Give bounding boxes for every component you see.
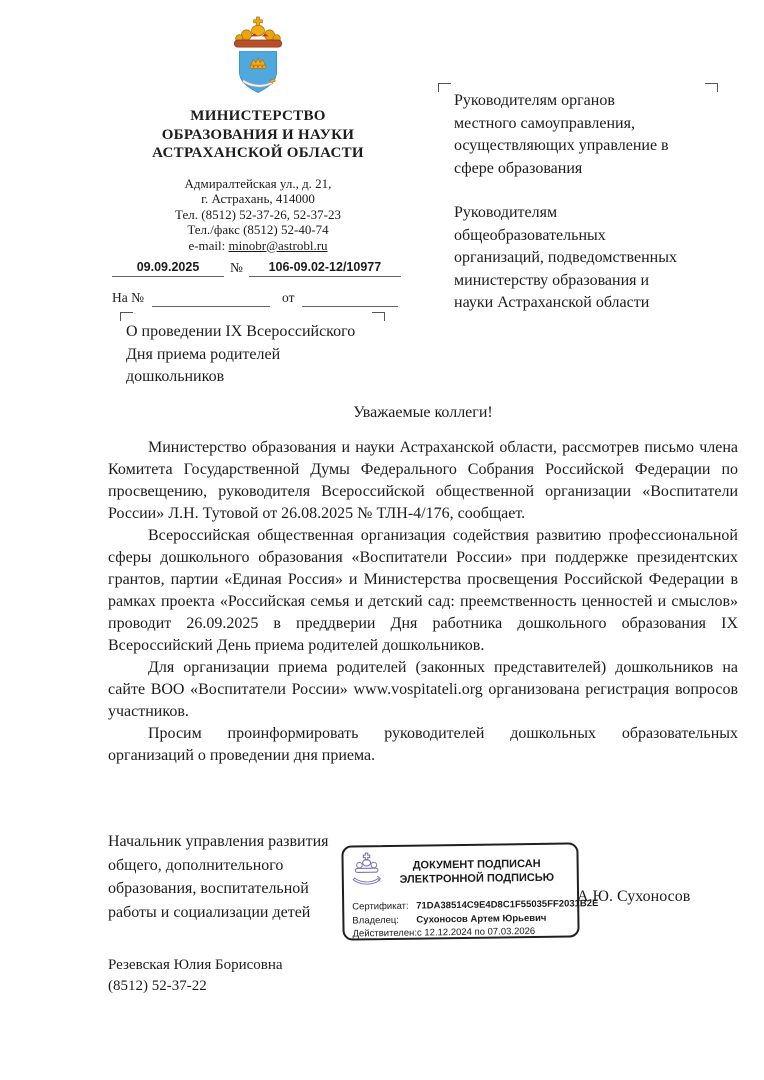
stamp-validity-value: с 12.12.2024 по 07.03.2026 (416, 925, 536, 939)
subject-block (126, 321, 394, 389)
letter-body (108, 402, 738, 767)
body-paragraph: Просим проинформировать руководителей дошкольных образовательных организаций о проведении дня приема. (108, 725, 738, 764)
address-line: Тел. (8512) 52-37-26, 52-37-23 (175, 206, 341, 222)
recipient-line: организаций, подведомственных (454, 249, 677, 266)
recipient-corner-mark-left (438, 83, 451, 92)
signer-position-line: Начальник управления развития (108, 833, 329, 850)
stamp-fields (344, 894, 599, 941)
digital-signature-stamp (341, 842, 599, 940)
email-link[interactable]: minobr@astrobl.ru (228, 237, 328, 253)
reference-number-row (112, 290, 404, 307)
executor-phone: (8512) 52-37-22 (108, 978, 207, 994)
subject-line: О проведении IX Всероссийского (126, 323, 356, 340)
stamp-certificate-value: 71DA38514C9E4D8C1F55035FF2031B2E (416, 898, 599, 912)
body-paragraph: Министерство образования и науки Астраханской области, рассмотрев письмо члена Комитета Государственной Думы Федерального Собрания Российской Федерации по просвещению, руководителя Всероссийской общественной организации «Воспитатели России» Л.Н. Тутовой от 26.08.2025 № ТЛН-4/176, сообщает. (108, 439, 738, 522)
stamp-title-line: ДОКУМЕНТ ПОДПИСАН (412, 857, 541, 872)
stamp-coat-of-arms-icon (350, 852, 385, 897)
subject-corner-mark-left (120, 312, 133, 321)
recipient-block (454, 90, 726, 315)
astrakhan-coat-of-arms-icon (222, 16, 294, 105)
ministry-name-line: ОБРАЗОВАНИЯ И НАУКИ (161, 126, 355, 143)
ref-number-blank-field (152, 290, 270, 307)
body-paragraph: Всероссийская общественная организация содействия развитию профессиональной сферы дошкольного образования «Воспитатели России» при поддержке президентских грантов, партии «Единая Россия» и Министерства просвещения Российской Федерации в рамках проекта «Российская семья и детский сад: преемственность ценностей и смыслов» проводит 26.09.2025 в преддверии Дня работника дошкольного образования IX Всероссийский День приема родителей дошкольников. (108, 527, 738, 654)
stamp-owner-label: Владелец: (352, 914, 400, 927)
numero-sign: № (230, 260, 243, 275)
signer-position-line: образования, воспитательной (108, 880, 309, 897)
subject-line: дошкольников (126, 368, 225, 385)
stamp-certificate-label: Сертификат: (352, 900, 409, 913)
recipient-line: Руководителям органов (454, 92, 615, 109)
stamp-validity-row (352, 924, 569, 941)
subject-line: Дня приема родителей (126, 345, 281, 363)
recipient-line: науки Астраханской области (454, 294, 650, 311)
body-paragraph: Для организации приема родителей (законных представителей) дошкольников на сайте ВОО «Воспитатели России» www.vospitateli.org организована регистрация вопросов участников. (108, 659, 738, 720)
signer-position-line: работы и социализации детей (108, 903, 311, 921)
stamp-header (343, 844, 577, 897)
signer-name: А.Ю. Сухоносов (577, 888, 691, 905)
outgoing-number-row (112, 260, 404, 277)
ministry-name-line: АСТРАХАНСКОЙ ОБЛАСТИ (152, 145, 364, 161)
recipient-line: министерству образования и (454, 271, 650, 289)
recipient-line: Руководителям (454, 204, 558, 221)
stamp-owner-value: Сухоносов Артем Юрьевич (416, 912, 547, 926)
letterhead (112, 16, 404, 307)
ref-number-label: На № (112, 290, 144, 305)
ministry-name (112, 107, 404, 163)
salutation: Уважаемые коллеги! (353, 404, 493, 421)
address-line: Тел./факс (8512) 52-40-74 (187, 222, 329, 237)
signer-position (108, 830, 364, 924)
email-label: e-mail: (188, 237, 229, 253)
signer-position-line: общего, дополнительного (108, 856, 284, 874)
executor-block (108, 955, 283, 997)
stamp-title-line: ЭЛЕКТРОННОЙ ПОДПИСЬЮ (399, 871, 555, 886)
email-line (112, 238, 404, 254)
recipient-line: сфере образования (454, 159, 583, 177)
subject-corner-mark-right (372, 312, 385, 321)
stamp-validity-label: Действителен: (352, 927, 418, 940)
address-line: г. Астрахань, 414000 (201, 191, 315, 206)
executor-name: Резевская Юлия Борисовна (108, 957, 283, 973)
recipient-gap (454, 180, 726, 202)
ref-date-blank-field (302, 290, 398, 307)
letter-number-field: 106-09.02-12/10977 (249, 260, 401, 277)
letter-date-field: 09.09.2025 (112, 260, 224, 277)
ministry-name-line: МИНИСТЕРСТВО (190, 108, 326, 124)
stamp-title (384, 849, 568, 887)
recipient-line: осуществляющих управление в (454, 137, 669, 154)
recipient-line: общеобразовательных (454, 226, 606, 244)
recipient-line: местного самоуправления, (454, 114, 635, 132)
recipient-group-1 (454, 90, 726, 180)
ministry-address (112, 176, 404, 254)
ref-from-label: от (282, 290, 295, 305)
recipient-group-2 (454, 202, 726, 315)
address-line: Адмиралтейская ул., д. 21, (184, 175, 332, 191)
